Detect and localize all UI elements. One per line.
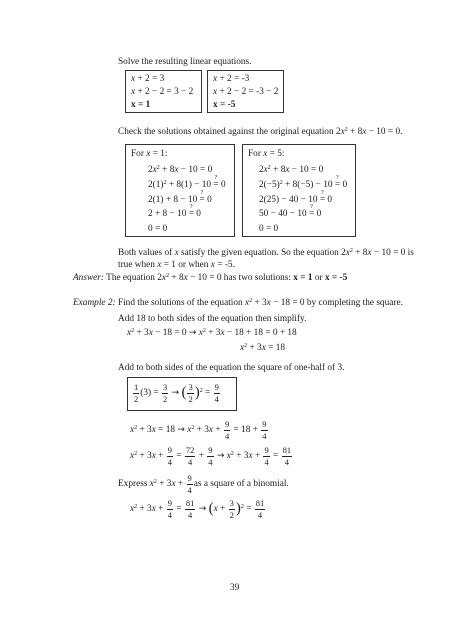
- linear-right-line-3: x = -5: [213, 100, 236, 110]
- add18-eq-1: $x^2 + 3x - 18 = 0 \to x^2 + 3x - 18 + 18 = 0 + 18$: [127, 328, 297, 338]
- check-left-line-3: 2(1) + 8 − 10 ? = 0: [148, 195, 212, 206]
- linear-left-line-3: x = 1: [131, 100, 151, 110]
- check-right-line-2: $2(-5)^2 + 8(-5) - 10$ ? = 0: [259, 180, 347, 191]
- step3-equation: $x^2 + 3x$ + $\frac{9}{4}$ = $\frac{81}{4}$ → (x + $\frac{3}{2}$ )$^2$ = $\frac{81}{4}$: [130, 498, 265, 520]
- check-left-line-1: $2x^2 + 8x - 10 = 0$: [148, 165, 213, 175]
- add18-eq-2: $x^2 + 3x = 18$: [240, 343, 286, 353]
- check-right-line-3: 2(25) − 40 − 10 ? = 0: [259, 195, 332, 206]
- express-text: Express $x^2 + 3x$ + $\frac{9}{4}$ as a square of a binomial.: [118, 473, 289, 495]
- check-intro: Check the solutions obtained against the original equation $2x^2 + 8x - 10 = 0$.: [118, 127, 403, 137]
- both-values-line-1: Both values of x satisfy the given equation. So the equation $2x^2 + 8x - 10 = 0$ is: [118, 248, 414, 258]
- check-right-line-5: 0 = 0: [259, 224, 279, 234]
- check-right-title: For x = 5:: [248, 149, 285, 159]
- linear-box-left: [125, 70, 202, 113]
- linear-left-line-1: x + 2 = 3: [131, 74, 165, 84]
- page-number: 39: [230, 583, 240, 593]
- check-left-line-2: $2(1)^2 + 8(1) - 10$ ? = 0: [148, 180, 226, 191]
- answer-line: Answer: The equation $2x^2 + 8x - 10 = 0$ has two solutions: x = 1 or x = -5: [73, 273, 348, 283]
- half-square-expression: $\frac{1}{2}$ (3) = $\frac{3}{2}$ → ( $\frac{3}{2}$ )$^2$ = $\frac{9}{4}$: [134, 382, 219, 404]
- half-square-box: [127, 377, 237, 411]
- add18-text: Add 18 to both sides of the equation then simplify.: [118, 314, 307, 324]
- check-left-line-5: 0 = 0: [148, 224, 168, 234]
- example2-heading: Example 2: Find the solutions of the equation $x^2 + 3x - 18 = 0$ by completing the square.: [73, 298, 403, 308]
- check-box-right: [242, 144, 356, 237]
- both-values-line-2: true when x = 1 or when x = -5.: [118, 260, 235, 270]
- linear-box-right: [207, 70, 284, 113]
- check-right-line-1: $2x^2 + 8x - 10 = 0$: [259, 165, 324, 175]
- linear-right-line-1: x + 2 = -3: [213, 74, 250, 84]
- check-left-title: For x = 1:: [131, 149, 168, 159]
- linear-left-line-2: x + 2 − 2 = 3 − 2: [131, 87, 194, 97]
- step2-equation: $x^2 + 3x$ + $\frac{9}{4}$ = $\frac{72}{4}$ + $\frac{9}{4}$ → $x^2 + 3x$ + $\frac{9}{4}$ = $\frac{81}{4}$: [130, 445, 292, 467]
- check-right-line-4: 50 − 40 − 10 ? = 0: [259, 209, 321, 220]
- step1-equation: $x^2 + 3x = 18 \to x^2 + 3x$ + $\frac{9}{4}$ = 18 + $\frac{9}{4}$: [130, 419, 267, 441]
- add-square-text: Add to both sides of the equation the square of one-half of 3.: [118, 363, 345, 373]
- check-box-left: [125, 144, 235, 237]
- check-left-line-4: 2 + 8 − 10 ? = 0: [148, 209, 201, 220]
- linear-right-line-2: x + 2 − 2 = -3 − 2: [213, 87, 279, 97]
- solve-intro: Solve the resulting linear equations.: [118, 57, 252, 67]
